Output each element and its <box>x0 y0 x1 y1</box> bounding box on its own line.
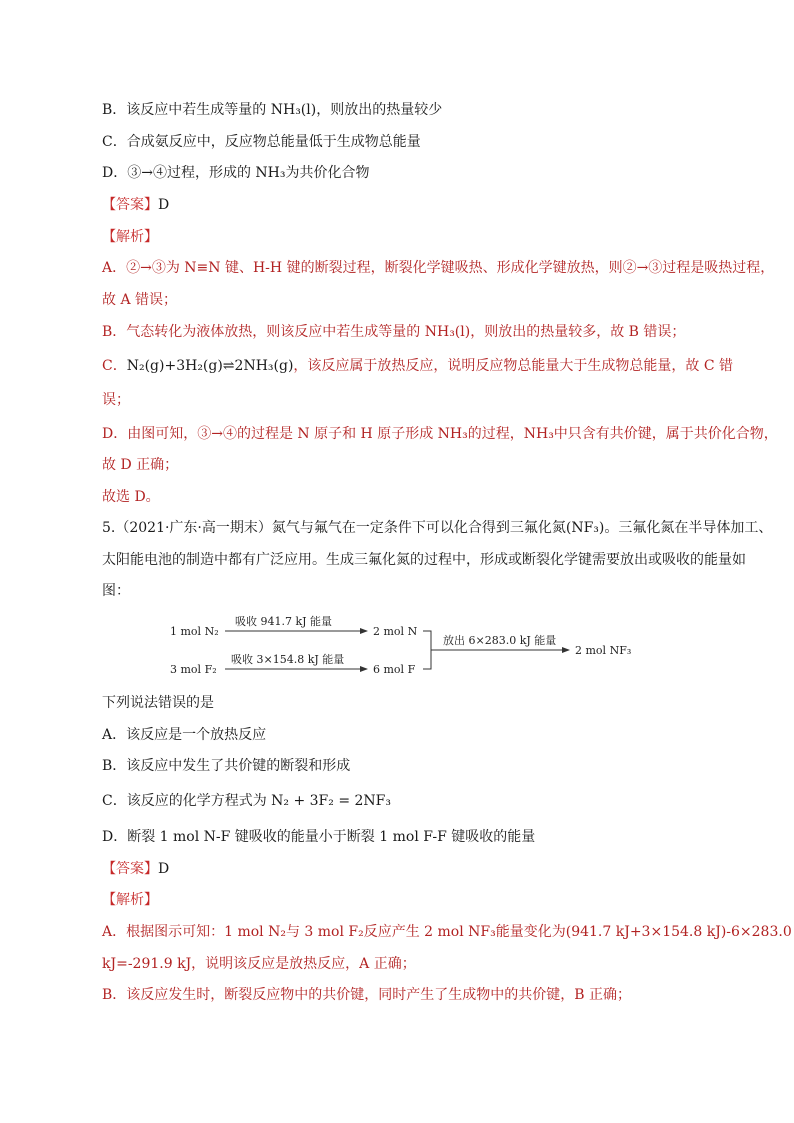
absorb-n2-label: 吸收 941.7 kJ 能量 <box>235 615 333 628</box>
q4-exp-c-line2: 误； <box>102 392 130 408</box>
product-label: 2 mol NF₃ <box>575 644 632 657</box>
q4-option-d: D．③→④过程，形成的 NH₃为共价化合物 <box>102 165 370 181</box>
analysis-tag: 【解析】 <box>102 892 158 908</box>
q4-exp-b: B．气态转化为液体放热，则该反应中若生成等量的 NH₃(l)，则放出的热量较多，故 B 错误； <box>102 324 686 340</box>
q5-answer-line <box>102 859 169 879</box>
answer-tag: 【答案】 <box>102 861 158 877</box>
q4-exp-c-line1 <box>102 356 733 376</box>
answer-value: D <box>158 861 170 877</box>
exp-c-rest: ，该反应属于放热反应，说明反应物总能量大于生成物总能量，故 C 错 <box>293 358 734 374</box>
exp-c-equation: N₂(g)+3H₂(g)⇌2NH₃(g) <box>126 358 294 374</box>
q5-option-a: A．该反应是一个放热反应 <box>102 727 267 743</box>
n-atoms-label: 2 mol N <box>373 625 418 638</box>
q4-option-b: B．该反应中若生成等量的 NH₃(l)，则放出的热量较少 <box>102 102 443 118</box>
q5-option-b: B．该反应中发生了共价键的断裂和形成 <box>102 758 351 774</box>
q4-exp-a-line2: 故 A 错误； <box>102 292 178 308</box>
q5-stem-line2: 太阳能电池的制造中都有广泛应用。生成三氟化氮的过程中，形成或断裂化学键需要放出或吸收的能量如 <box>102 552 746 568</box>
release-label: 放出 6×283.0 kJ 能量 <box>443 634 557 647</box>
f2-label: 3 mol F₂ <box>170 663 217 676</box>
q4-answer-line <box>102 195 169 215</box>
q4-option-c: C．合成氨反应中，反应物总能量低于生成物总能量 <box>102 134 421 150</box>
q4-exp-a-line1: A．②→③为 N≡N 键、H-H 键的断裂过程，断裂化学键吸热、形成化学键放热，则②→③过程是吸热过程， <box>102 260 775 276</box>
q5-question: 下列说法错误的是 <box>102 695 214 711</box>
q4-exp-d-line1: D．由图可知，③→④的过程是 N 原子和 H 原子形成 NH₃的过程，NH₃中只含有共价键，属于共价化合物， <box>102 426 778 442</box>
answer-tag: 【答案】 <box>102 197 158 213</box>
q5-option-c: C．该反应的化学方程式为 N₂ + 3F₂ = 2NF₃ <box>102 793 392 809</box>
q5-exp-a-line2: kJ=-291.9 kJ，说明该反应是放热反应，A 正确； <box>102 956 416 972</box>
q5-exp-b: B．该反应发生时，断裂反应物中的共价键，同时产生了生成物中的共价键，B 正确； <box>102 987 632 1003</box>
q4-exp-d-line2: 故 D 正确； <box>102 457 179 473</box>
q5-stem-line1: 5.（2021·广东·高一期末）氮气与氟气在一定条件下可以化合得到三氟化氮(NF₃)。三氟化氮在半导体加工、 <box>102 520 773 536</box>
n2-label: 1 mol N₂ <box>170 625 219 638</box>
bracket <box>423 631 431 669</box>
energy-diagram <box>165 607 665 687</box>
f-atoms-label: 6 mol F <box>373 663 416 676</box>
q5-option-d: D．断裂 1 mol N-F 键吸收的能量小于断裂 1 mol F-F 键吸收的能量 <box>102 829 536 845</box>
q5-stem-line3: 图： <box>102 583 130 599</box>
analysis-tag: 【解析】 <box>102 229 158 245</box>
q5-exp-a-line1: A．根据图示可知：1 mol N₂与 3 mol F₂反应产生 2 mol NF₃能量变化为(941.7 kJ+3×154.8 kJ)-6×283.0 <box>102 924 792 940</box>
q4-conclusion: 故选 D。 <box>102 489 160 505</box>
exp-c-prefix: C． <box>102 358 127 374</box>
absorb-f2-label: 吸收 3×154.8 kJ 能量 <box>231 653 345 666</box>
answer-value: D <box>158 197 170 213</box>
